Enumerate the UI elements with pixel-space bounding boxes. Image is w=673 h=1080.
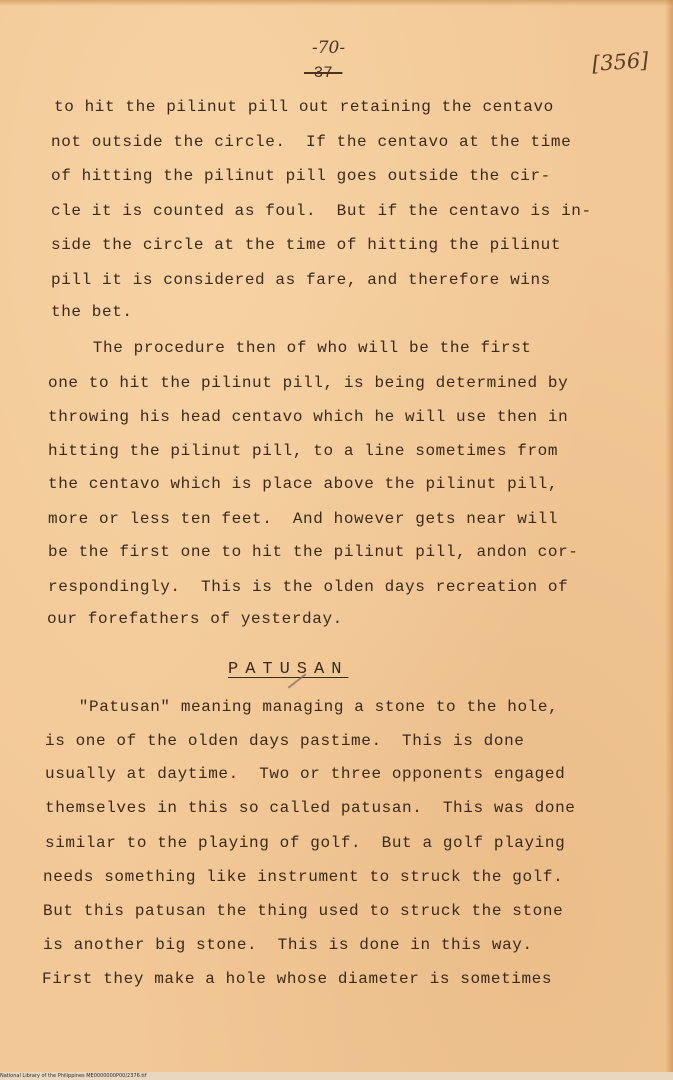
body-line: respondingly. This is the olden days recreation of [48, 578, 569, 596]
body-line: more or less ten feet. And however gets near will [48, 510, 559, 528]
body-line: our forefathers of yesterday. [47, 610, 343, 628]
struck-old-page-number: -37- [304, 64, 343, 82]
body-line: throwing his head centavo which he will use then in [48, 408, 569, 426]
body-line: not outside the circle. If the centavo at the time [51, 133, 572, 151]
section-line: themselves in this so called patusan. This was done [45, 799, 576, 817]
page-top-edge [0, 0, 673, 6]
body-line: hitting the pilinut pill, to a line sometimes from [48, 442, 559, 460]
section-line: is one of the olden days pastime. This is done [45, 732, 525, 750]
section-line: needs something like instrument to struck the golf. [43, 868, 564, 886]
body-line: side the circle at the time of hitting the pilinut [51, 236, 562, 254]
section-line: similar to the playing of golf. But a golf playing [45, 834, 566, 852]
body-line: cle it is counted as foul. But if the centavo is in- [51, 202, 592, 220]
section-line: usually at daytime. Two or three opponents engaged [45, 765, 566, 783]
section-line: "Patusan" meaning managing a stone to the hole, [38, 698, 559, 716]
body-line: The procedure then of who will be the first [52, 339, 532, 357]
archive-footer: National Library of the Philippines ME0000000P00/2376.tif [0, 1072, 673, 1080]
archive-code: [356] [591, 48, 650, 76]
page-right-edge [665, 0, 673, 1080]
body-line: pill it is considered as fare, and therefore wins [51, 271, 551, 289]
section-line: is another big stone. This is done in this way. [43, 936, 533, 954]
page-number: -70- [312, 38, 346, 58]
body-line: be the first one to hit the pilinut pill, andon cor- [48, 543, 579, 561]
body-line: of hitting the pilinut pill goes outside the cir- [51, 167, 551, 185]
body-line: the centavo which is place above the pilinut pill, [48, 475, 559, 493]
section-line: But this patusan the thing used to struck the stone [43, 902, 564, 920]
section-line: First they make a hole whose diameter is sometimes [42, 970, 553, 988]
body-line: to hit the pilinut pill out retaining the centavo [54, 98, 554, 116]
body-line: the bet. [51, 303, 133, 321]
section-heading: PATUSAN [228, 660, 349, 679]
body-line: one to hit the pilinut pill, is being determined by [48, 374, 569, 392]
